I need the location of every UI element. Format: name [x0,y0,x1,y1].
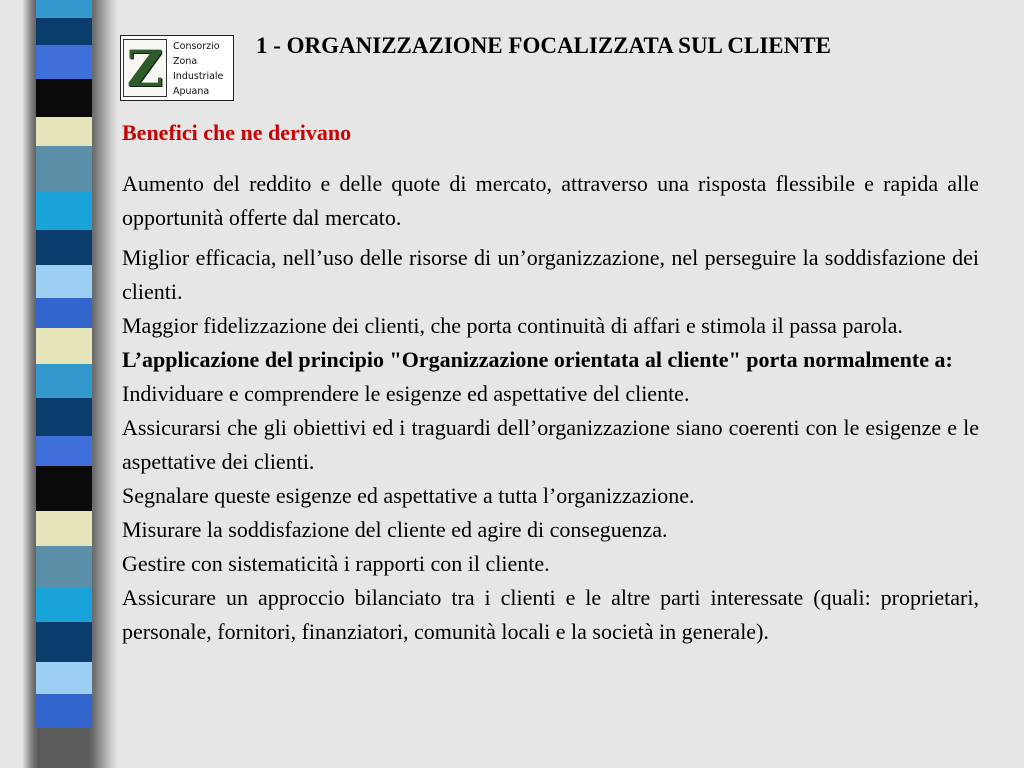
paragraph: Maggior fidelizzazione dei clienti, che porta continuità di affari e stimola il passa parola. [122,313,903,338]
slide-body [122,167,979,649]
stripe [36,398,92,436]
stripe [36,298,92,328]
stripe [36,117,92,146]
stripe [36,511,92,546]
stripe [36,694,92,728]
logo-z-icon: Z [123,39,167,97]
stripe [36,466,92,511]
paragraph: Misurare la soddisfazione del cliente ed agire di conseguenza. [122,517,668,542]
consortium-logo [120,35,234,101]
decorative-side-strip [0,0,120,768]
logo-line: Zona [173,56,198,67]
stripe-column [36,0,92,768]
paragraph: Gestire con sistematicità i rapporti con il cliente. [122,551,550,576]
stripe [36,588,92,622]
paragraph: Miglior efficacia, nell’uso delle risorse di un’organizzazione, nel perseguire la soddisfazione dei clienti. [122,245,979,304]
stripe [36,230,92,265]
stripe [36,45,92,79]
stripe [36,18,92,45]
logo-line: Consorzio [173,41,220,52]
logo-line: Apuana [173,86,210,97]
paragraph-bold: L’applicazione del principio "Organizzazione orientata al cliente" porta normalmente a: [122,347,953,372]
slide-title: 1 - ORGANIZZAZIONE FOCALIZZATA SUL CLIENTE [256,33,831,58]
stripe [36,0,92,18]
paragraph: Individuare e comprendere le esigenze ed aspettative del cliente. [122,381,690,406]
stripe [36,328,92,364]
stripe [36,79,92,117]
stripe [36,192,92,230]
paragraph: Segnalare queste esigenze ed aspettative a tutta l’organizzazione. [122,483,695,508]
paragraph: Assicurare un approccio bilanciato tra i clienti e le altre parti interessate (quali: proprietari, personale, fornitori, finanziatori, comunità locali e la società in generale). [122,585,979,644]
logo-text [173,39,233,99]
stripe [36,436,92,466]
paragraph: Assicurarsi che gli obiettivi ed i traguardi dell’organizzazione siano coerenti con le esigenze e le aspettative dei clienti. [122,415,979,474]
section-subtitle: Benefici che ne derivano [122,120,352,145]
stripe [36,265,92,298]
stripe [36,364,92,398]
stripe [36,146,92,192]
stripe [36,662,92,694]
stripe [36,546,92,588]
paragraph: Aumento del reddito e delle quote di mercato, attraverso una risposta flessibile e rapida alle opportunità offerte dal mercato. [122,171,979,230]
logo-line: Industriale [173,71,224,82]
stripe [36,622,92,662]
